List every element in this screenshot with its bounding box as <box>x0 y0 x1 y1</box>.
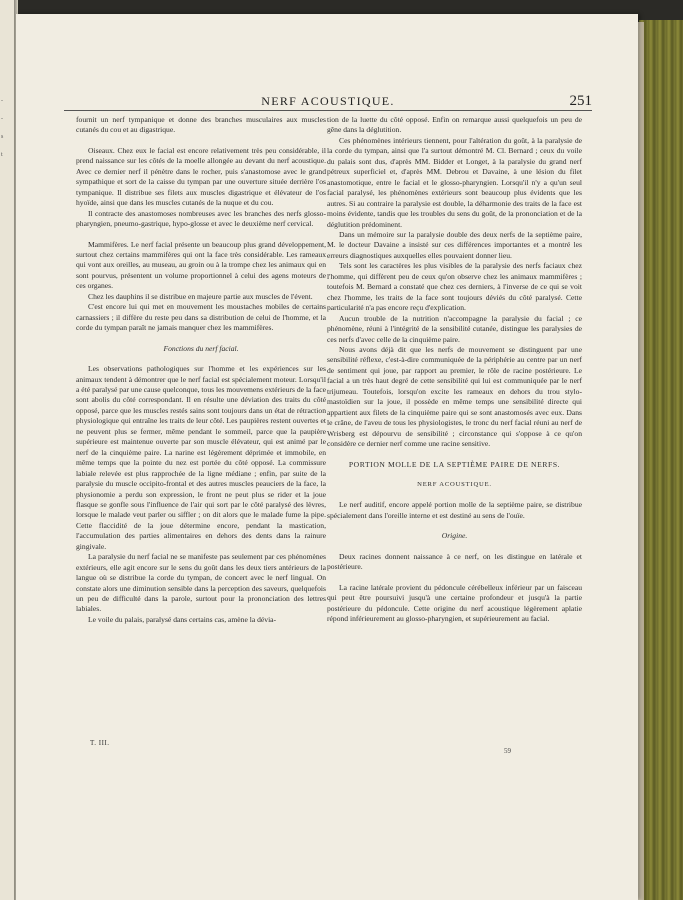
paragraph-gap <box>327 490 582 500</box>
adjacent-page-edge <box>0 0 14 900</box>
paragraph: Tels sont les caractères les plus visibles de la paralysie des nerfs faciaux chez l'homme, qui diffèrent peu de ceux qu'on observe chez les animaux mammifères ; toutefois M. Bernard a constaté que chez ces derniers, à l'inverse de ce qui se voit chez l'homme, les traits de la face sont toujours déviés du côté paralysé. Cette particularité n'a pas encore reçu d'explication. <box>327 261 582 313</box>
paragraph: Il contracte des anastomoses nombreuses avec les branches des nerfs glosso-pharyngien, pneumo-gastrique, hypo-glosse et avec le deuxième nerf cervical. <box>76 208 326 229</box>
section-title: PORTION MOLLE DE LA SEPTIÈME PAIRE DE NERFS. <box>348 459 561 469</box>
signature-number: 59 <box>504 747 511 755</box>
subsection-title: NERF ACOUSTIQUE. <box>417 480 492 488</box>
right-text-column <box>327 115 582 624</box>
paragraph: Oiseaux. Chez eux le facial est encore relativement très peu considérable, il prend naissance sur les côtés de la moelle allongée au devant du nerf acoustique. Avec ce dernier nerf il pénètre dans le rocher, puis s'anastomose avec le grand sympathique et sort de la caisse du tympan par une ouverture située derrière l'os tympanique. Il distribue ses filets aux muscles digastrique et élévateur de l'os hyoïde, ainsi que dans les muscles cutanés de la nuque et du cou. <box>76 145 326 208</box>
adjacent-page-marks: - - s t <box>1 98 4 158</box>
paragraph-gap <box>76 136 326 146</box>
continued-paragraph: tion de la luette du côté opposé. Enfin on remarque aussi quelquefois un peu de gêne dans la déglutition. <box>327 115 582 135</box>
paragraph: C'est encore lui qui met en mouvement les moustaches mobiles de certains carnassiers ; il diffère du reste peu dans sa distribution de celui de l'homme, et la corde du tympan paraît ne jamais manquer chez les mammifères. <box>76 302 326 333</box>
paragraph: Nous avons déjà dit que les nerfs de mouvement se distinguent par une sensibilité réflexe, c'est-à-dire communiquée de la périphérie au centre par un nerf de sentiment qui joue, par rapport au premier, le rôle de racine postérieure. Le facial a un très haut degré de cette sensibilité qui lui est communiquée par le nerf trijumeau. Toutefois, lorsqu'on excite les rameaux en dehors du trou stylo-mastoïdien sur la joue, il possède en même temps une sensibilité directe qui appartient aux filets de la cinquième paire qui se sont anastomosés avec eux. Dans le crâne, de l'aveu de tous les physiologistes, le tronc du nerf facial réuni au nerf de Wrisberg est dépourvu de sensibilité ; circonstance qui s'oppose à ce qu'on considère ce dernier nerf comme une racine sensitive. <box>327 344 582 449</box>
paragraph-gap <box>327 450 582 460</box>
page-number: 251 <box>569 93 592 109</box>
header-rule <box>64 110 592 111</box>
paragraph-gap <box>327 542 582 552</box>
running-title: NERF ACOUSTIQUE. <box>261 94 395 108</box>
paragraph: Les observations pathologiques sur l'homme et les expériences sur les animaux tendent à démontrer que le nerf facial est spécialement moteur. Lorsqu'il a été paralysé par une cause quelconque, tous les mouvemens extérieurs de la face sont abolis du côté correspondant. Il en résulte une déviation des traits du côté opposé, parce que les muscles restés sains sont toujours dans un état de rétraction physiologique qui entraîne les traits de leur côté. Les paupières restent ouvertes et ne peuvent plus se fermer, même pendant le sommeil, parce que la paupière supérieure est maintenue ouverte par son muscle élévateur, qui est animé par le nerf de la cinquième paire. La narine est légèrement déprimée et immobile, en même temps que la pointe du nez est portée du côté opposé. La commissure labiale relevée est plus rapprochée de la ligne médiane ; enfin, par suite de la paralysie du muscle occipito-frontal et des autres muscles peauciers de la face, la physionomie a perdu son expression, le front ne peut plus se rider et la joue flasque se gonfle sous l'influence de l'air qui sort par le côté paralysé des lèvres, lorsque le malade veut parler ou siffler ; on dit alors que le malade fume la pipe. Cette flaccidité de la joue détermine encore, pendant la mastication, l'accumulation des parties alimentaires en dehors des dents dans la rainure gingivale. <box>76 364 326 551</box>
section-heading: Origine. <box>441 531 468 541</box>
paragraph-gap <box>327 573 582 583</box>
paragraph-gap <box>76 334 326 344</box>
paragraph-gap <box>327 470 582 480</box>
paragraph: Ces phénomènes intérieurs tiennent, pour l'altération du goût, à la paralysie de la corde du tympan, ainsi que l'a surtout démontré M. Cl. Bernard ; ceux du voile du palais sont dus, d'après MM. Bidder et Longet, à la paralysie du grand nerf pétreux superficiel et, d'après MM. Debrou et Davaine, à une lésion du filet anastomotique, entre le facial et le glosso-pharyngien. Lorsqu'il n'y a qu'un seul facial paralysé, les phénomènes extérieurs sont beaucoup plus évidents que les autres. Si au contraire la paralysie est double, la déharmonie des traits de la face est moins évidente, tandis que les troubles du sens du goût, de la prononciation et de la déglutition prédominent. <box>327 135 582 229</box>
paragraph-gap <box>327 521 582 531</box>
page-header <box>64 94 592 110</box>
paragraph: Dans un mémoire sur la paralysie double des deux nerfs de la septième paire, M. le docteur Davaine a insisté sur ces différences importantes et a montré les erreurs diagnostiques auxquelles elles pouvaient donner lieu. <box>327 229 582 260</box>
paragraph: Le nerf auditif, encore appelé portion molle de la septième paire, se distribue spécialement dans l'oreille interne et est destiné au sens de l'ouïe. <box>327 500 582 520</box>
paragraph: La racine latérale provient du pédoncule cérébelleux inférieur par un faisceau qui peut être poursuivi jusqu'à une certaine profondeur et jusqu'à la partie postérieure du pédoncule. Cette origine du nerf acoustique légèrement aplatie répond inférieurement au glosso-pharyngien, et supérieurement au facial. <box>327 582 582 624</box>
paragraph: Chez les dauphins il se distribue en majeure partie aux muscles de l'évent. <box>88 291 313 301</box>
section-heading: Fonctions du nerf facial. <box>163 343 239 353</box>
paragraph: Le voile du palais, paralysé dans certains cas, amène la dévia- <box>88 614 277 624</box>
paragraph: Mammifères. Le nerf facial présente un beaucoup plus grand développement, surtout chez certains mammifères qui ont la face très considérable. Les rameaux qui vont aux oreilles, au museau, au groin ou à la trompe chez les animaux qui en sont pourvus, présentent un volume proportionnel à celui des agens moteurs de ces organes. <box>76 239 326 291</box>
paragraph: Deux racines donnent naissance à ce nerf, on les distingue en latérale et postérieure. <box>327 551 582 572</box>
paragraph-gap <box>76 354 326 364</box>
paragraph-gap <box>76 230 326 240</box>
paragraph: La paralysie du nerf facial ne se manifeste pas seulement par ces phénomènes extérieurs, elle agit encore sur le sens du goût dans les deux tiers antérieurs de la langue où se distribue la corde du tympan, de concert avec le nerf lingual. On constate alors une diminution sensible dans la perception des saveurs, quelquefois un peu de difficulté dans la parole, surtout pour la prononciation des lettres labiales. <box>76 552 326 614</box>
continued-paragraph: fournit un nerf tympanique et donne des branches musculaires aux muscles cutanés du cou et au digastrique. <box>76 115 326 135</box>
paragraph: Aucun trouble de la nutrition n'accompagne la paralysie du facial ; ce phénomène, réuni à l'intégrité de la sensibilité cutanée, distingue les paralysies de ces nerfs d'avec celle de la cinquième paire. <box>327 313 582 344</box>
book-spine <box>639 20 683 900</box>
left-text-column <box>76 115 326 625</box>
signature-mark: T. III. <box>90 739 110 747</box>
